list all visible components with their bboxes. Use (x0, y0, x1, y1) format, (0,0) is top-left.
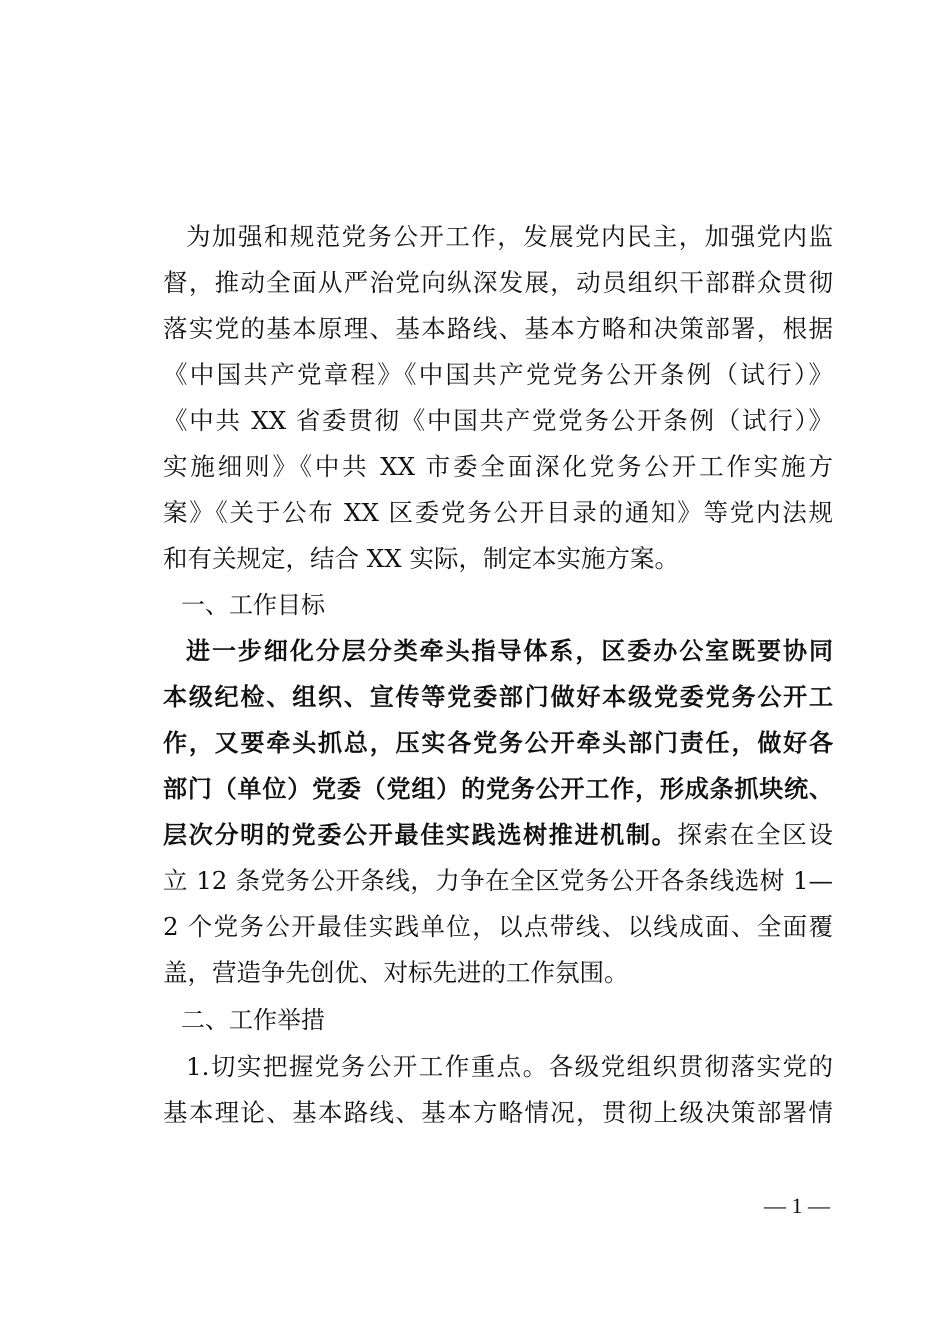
section1-bold-text: 层次分明的党委公开最佳实践选树推进机制。 (163, 821, 678, 849)
section1-line-7: 2 个党务公开最佳实践单位，以点带线、以线成面、全面覆 (163, 912, 833, 941)
section1-line-1: 进一步细化分层分类牵头指导体系，区委办公室既要协同 (186, 637, 833, 665)
section1-line-5 (163, 815, 833, 855)
intro-line-6: 实施细则》《中共 XX 市委全面深化党务公开工作实施方 (163, 452, 833, 481)
section-heading-goals: 一、工作目标 (181, 591, 325, 619)
intro-line-4: 《中国共产党章程》《中国共产党党务公开条例（试行）》 (163, 360, 833, 389)
section1-line-6: 立 12 条党务公开条线，力争在全区党务公开各条线选树 1— (163, 866, 833, 895)
section2-line-1: 1.切实把握党务公开工作重点。各级党组织贯彻落实党的 (186, 1052, 833, 1081)
intro-line-3: 落实党的基本原理、基本路线、基本方略和决策部署，根据 (163, 314, 833, 343)
section1-line-3: 作，又要牵头抓总，压实各党务公开牵头部门责任，做好各 (163, 729, 833, 757)
section1-line-2: 本级纪检、组织、宣传等党委部门做好本级党委党务公开工 (163, 683, 833, 711)
section1-line-4: 部门（单位）党委（党组）的党务公开工作，形成条抓块统、 (163, 775, 833, 803)
intro-line-7: 案》《关于公布 XX 区委党务公开目录的通知》等党内法规 (163, 498, 833, 527)
section-heading-measures: 二、工作举措 (181, 1006, 325, 1034)
intro-line-1: 为加强和规范党务公开工作，发展党内民主，加强党内监 (186, 222, 833, 251)
section1-normal-text: 探索在全区设 (677, 820, 834, 849)
intro-line-8: 和有关规定，结合 XX 实际，制定本实施方案。 (163, 544, 679, 573)
section1-line-8: 盖，营造争先创优、对标先进的工作氛围。 (163, 958, 629, 987)
intro-line-2: 督，推动全面从严治党向纵深发展，动员组织干部群众贯彻 (163, 268, 833, 297)
intro-line-5: 《中共 XX 省委贯彻《中国共产党党务公开条例（试行）》 (163, 406, 833, 435)
section2-line-2: 基本理论、基本路线、基本方略情况，贯彻上级决策部署情 (163, 1098, 833, 1127)
page-number: — 1 — (764, 1193, 830, 1218)
